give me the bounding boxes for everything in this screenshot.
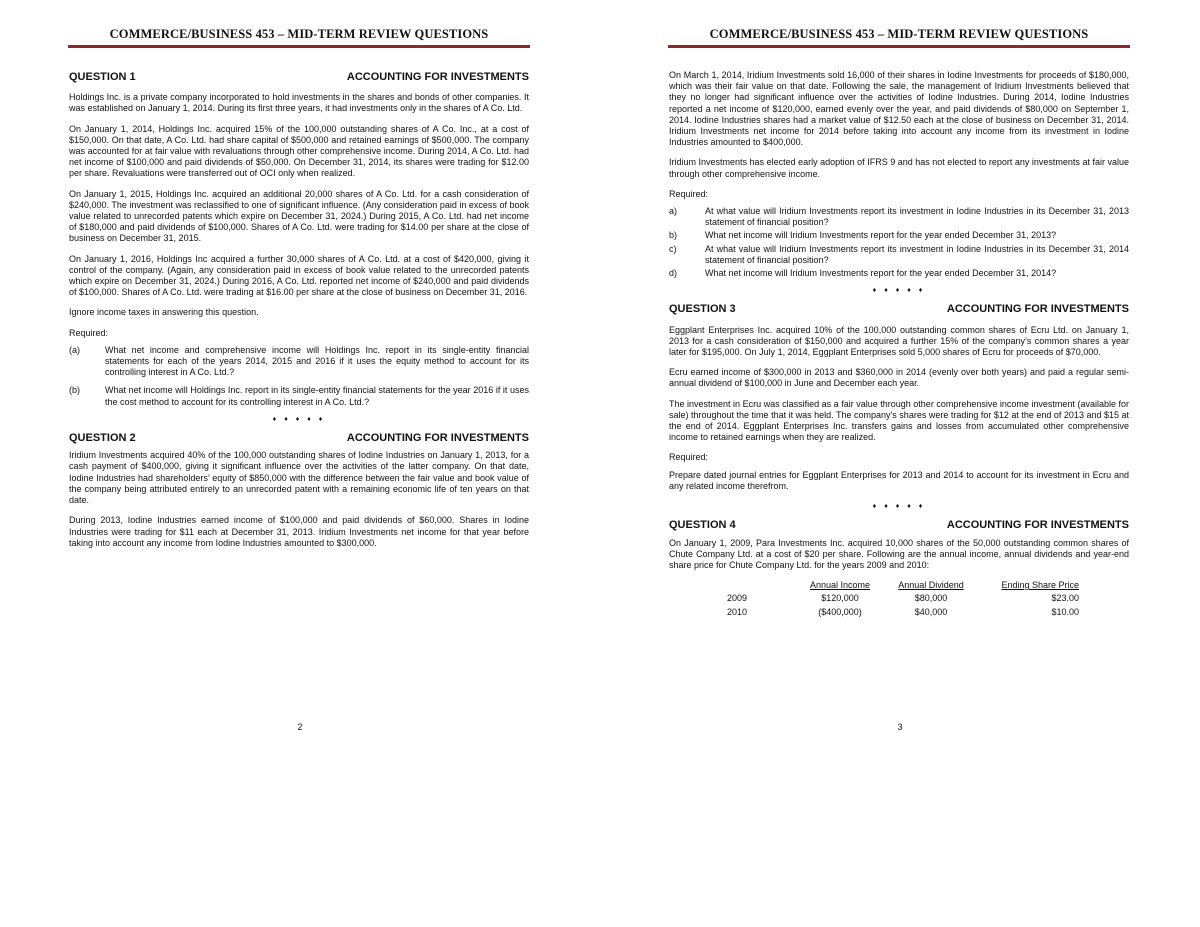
question-4-heading: [669, 520, 1129, 531]
right-page: [600, 0, 1200, 927]
section-divider: ♦ ♦ ♦ ♦ ♦: [872, 287, 926, 295]
left-page-content: [69, 72, 529, 558]
section-divider: ♦ ♦ ♦ ♦ ♦: [872, 503, 926, 511]
item-label: (b): [69, 385, 80, 396]
question-topic: ACCOUNTING FOR INVESTMENTS: [346, 432, 529, 445]
table-header: Annual Dividend: [898, 580, 964, 591]
page-header: COMMERCE/BUSINESS 453 – MID-TERM REVIEW QUESTIONS: [668, 27, 1130, 48]
required-item: [669, 268, 1129, 279]
required-item: [669, 230, 1129, 241]
table-row: [727, 607, 1079, 620]
page-number: 3: [897, 722, 903, 732]
required-label: Required:: [669, 452, 709, 463]
paragraph: On January 1, 2009, Para Investments Inc. acquired 10,000 shares of the 50,000 outstanding common shares of Chute Company Ltd. at a cost of $20 per share. Following are the annual income, annual dividends and year-end share price for Chute Company Ltd. for the years 2009 and 2010:: [669, 537, 1129, 570]
required-item: [669, 244, 1129, 266]
table-row: [727, 593, 1079, 606]
paragraph: Iridium Investments has elected early adoption of IFRS 9 and has not elected to report any investments at fair value through other comprehensive income.: [669, 157, 1129, 179]
required-label: Required:: [69, 327, 109, 338]
required-label: Required:: [669, 188, 709, 199]
item-label: d): [669, 268, 678, 279]
table-cell: $10.00: [1051, 606, 1079, 617]
paragraph: The investment in Ecru was classified as a fair value through other comprehensive income investment (available for sale) throughout the time that it was held. The company’s shares were trading for $12 at the end of 2013 and $15 at the end of 2014. Eggplant Enterprises Inc. transfers gains and losses from accumulated other comprehensive income to retained earnings when they are realized.: [669, 398, 1129, 443]
required-item: [69, 345, 529, 379]
page-number: 2: [297, 722, 303, 732]
item-label: c): [669, 243, 677, 254]
item-text: At what value will Iridium Investments report its investment in Iodine Industries in its December 31, 2013 statement of financial position?: [705, 206, 1129, 228]
paragraph: On March 1, 2014, Iridium Investments sold 16,000 of their shares in Iodine Investments for proceeds of $180,000, which was their fair value on that date. Following the sale, the management of Iridium Investments believed that they no longer had significant influence over the activities of Iodine Industries. During 2014, Iodine Industries reported a net income of $120,000, earned evenly over the year, and paid dividends of $80,000 on September 1, 2014. Iodine Industries shares had a market value of $12.50 each at the close of business on December 31, 2014. Iridium Investments net income for 2014 before taking into account any income from its investment in Iodine Industries amounted to $400,000.: [669, 70, 1129, 148]
table-cell: $40,000: [914, 606, 948, 617]
paragraph: Eggplant Enterprises Inc. acquired 10% of the 100,000 outstanding common shares of Ecru Ltd. on January 1, 2013 for a cash consideration of $150,000 and acquired a further 15% of the company’s common shares a year later for $195,000. On July 1, 2014, Eggplant Enterprises sold 5,000 shares of Ecru for proceeds of $70,000.: [669, 324, 1129, 358]
item-label: a): [669, 206, 678, 217]
question-label: QUESTION 3: [669, 303, 736, 316]
question-3-heading: [669, 304, 1129, 315]
paragraph: Holdings Inc. is a private company incorporated to hold investments in the shares and bonds of other companies. It was established on January 1, 2014. During its first three years, it had investments only in the shares of A Co. Ltd.: [69, 92, 529, 114]
paragraph: Iridium Investments acquired 40% of the 100,000 outstanding shares of Iodine Industries on January 1, 2013, for a cash payment of $400,000, giving it significant influence over the activities of the latter company. On that date, Iodine Industries had shareholders’ equity of $850,000 with the difference between the fair value and book value of the company being attributed entirely to an unrecorded patent with a remaining economic life of ten years on that date.: [69, 450, 529, 506]
table-header: Ending Share Price: [1001, 580, 1079, 591]
question-topic: ACCOUNTING FOR INVESTMENTS: [346, 71, 529, 83]
item-text: What net income will Iridium Investments report for the year ended December 31, 2013?: [705, 230, 1057, 241]
required-items: [69, 345, 529, 408]
paragraph: During 2013, Iodine Industries earned income of $100,000 and paid dividends of $60,000. Shares in Iodine Industries were trading for $11 each at December 31, 2013. Iridium Investments net income for that year before taking into account any income from Iodine Industries amounted to $300,000.: [69, 515, 529, 548]
paragraph: Ignore income taxes in answering this question.: [69, 307, 259, 318]
item-text: What net income and comprehensive income will Holdings Inc. report in its single-entity financial statements for each of the years 2014, 2015 and 2016 if it uses the equity method to account for its controlling interest in A Co. Ltd.?: [105, 344, 529, 378]
income-table: [727, 580, 1079, 620]
table-header-row: [727, 580, 1079, 593]
question-2-heading: [69, 433, 529, 444]
right-page-content: [669, 70, 1129, 620]
section-divider: ♦ ♦ ♦ ♦ ♦: [272, 415, 326, 423]
item-text: At what value will Iridium Investments report its investment in Iodine Industries in its December 31, 2014 statement of financial position?: [705, 243, 1129, 265]
table-header: [727, 580, 797, 593]
question-topic: ACCOUNTING FOR INVESTMENTS: [946, 303, 1129, 316]
paragraph: Ecru earned income of $300,000 in 2013 and $360,000 in 2014 (evenly over both years) and paid a regular semi-annual dividend of $100,000 in June and December each year.: [669, 367, 1129, 389]
item-label: (a): [69, 344, 80, 355]
required-item: [69, 385, 529, 407]
paragraph: On January 1, 2015, Holdings Inc. acquired an additional 20,000 shares of A Co. Ltd. for a cash consideration of $240,000. The investment was reclassified to one of significant influence. (Any consideration paid in excess of book value related to unrecorded patents which expire on December 31, 2024.) During 2015, A Co. Ltd. had net income of $180,000 and paid dividends of $100,000. Shares of A Co. Ltd. were trading for $14.00 per share at the close of business on December 31, 2015.: [69, 188, 529, 244]
item-text: What net income will Holdings Inc. report in its single-entity financial statements for the year 2016 if it uses the cost method to account for its controlling interest in A Co. Ltd.?: [105, 385, 529, 407]
question-label: QUESTION 4: [669, 519, 736, 532]
paragraph: Prepare dated journal entries for Eggplant Enterprises for 2013 and 2014 to account for its investment in Ecru and any related income therefrom.: [669, 469, 1129, 491]
table-cell: $80,000: [914, 593, 948, 604]
question-topic: ACCOUNTING FOR INVESTMENTS: [946, 519, 1129, 532]
table-cell: 2010: [727, 606, 748, 617]
question-label: QUESTION 2: [69, 432, 136, 445]
page-header: COMMERCE/BUSINESS 453 – MID-TERM REVIEW QUESTIONS: [68, 27, 530, 48]
table-cell: 2009: [727, 593, 748, 604]
table-cell: $120,000: [821, 593, 859, 604]
paragraph: On January 1, 2016, Holdings Inc acquired a further 30,000 shares of A Co. Ltd. at a cost of $420,000, giving it control of the company. (Again, any consideration paid in excess of book value related to the unrecorded patents which expire on December 31, 2024.) During 2016, A Co. Ltd. reported net income of $240,000 and paid dividends of $100,000. Shares of A Co. Ltd. were trading at $16.00 per share at the close of business on December 31, 2016.: [69, 253, 529, 298]
paragraph: On January 1, 2014, Holdings Inc. acquired 15% of the 100,000 outstanding shares of A Co. Inc., at a cost of $150,000. On that date, A Co. Ltd. had share capital of $500,000 and retained earnings of $500,000. The company was accounted for at fair value with revaluations through other comprehensive income. During 2014, A Co. Ltd. had net income of $100,000 and paid dividends of $50,000. On December 31, 2014, its shares were trading for $12.00 per share. Revaluations were transferred out of OCI only when realized.: [69, 123, 529, 179]
question-1-heading: [69, 72, 529, 83]
table-cell: ($400,000): [818, 606, 862, 617]
required-item: [669, 206, 1129, 228]
item-label: b): [669, 230, 678, 241]
question-label: QUESTION 1: [69, 71, 136, 83]
item-text: What net income will Iridium Investments report for the year ended December 31, 2014?: [705, 268, 1057, 279]
table-cell: $23.00: [1051, 593, 1079, 604]
table-header: Annual Income: [809, 580, 871, 591]
required-items: [669, 206, 1129, 279]
